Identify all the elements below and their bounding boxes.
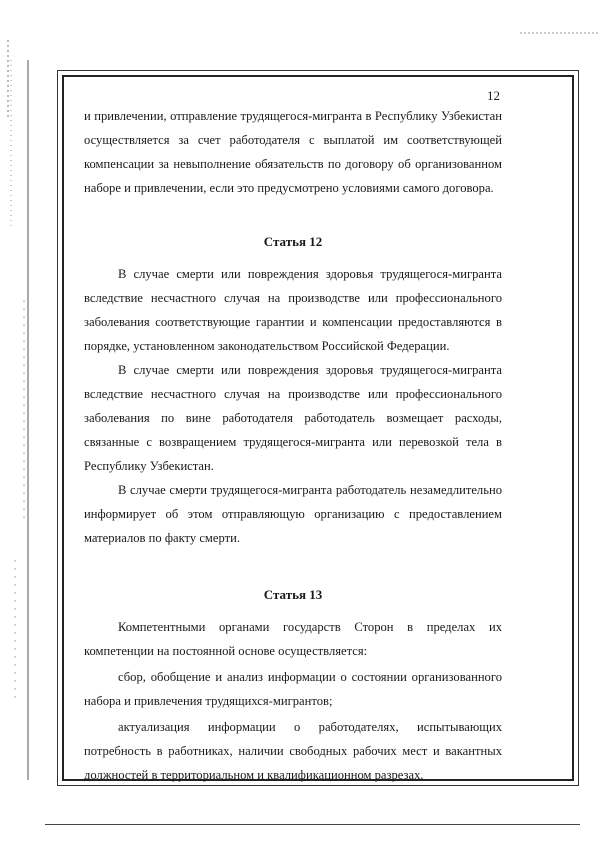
bottom-rule [45,824,580,825]
scan-corner-artifact [520,26,600,40]
article-12-heading: Статья 12 [263,234,323,249]
document-body [84,104,502,787]
article-12-paragraph: В случае смерти или повреждения здоровья трудящегося-мигранта вследствие несчастного случая на производстве или профессионального заболевания соответствующие гарантии и компенсации предоставляются в порядке, установленном законодательством Российской Федерации. [84,267,502,353]
article-13-paragraph: сбор, обобщение и анализ информации о состоянии организованного набора и привлечения трудящихся-мигрантов; [84,670,502,708]
article-13-paragraph: Компетентными органами государств Сторон в пределах их компетенции на постоянной основе осуществляется: [84,620,502,658]
article-13-heading: Статья 13 [263,587,323,602]
article-13-paragraph: актуализация информации о работодателях, испытывающих потребность в работниках, наличии свободных рабочих мест и вакантных должностей в территориальном и квалификационном разрезах. [84,720,502,782]
intro-paragraph: и привлечении, отправление трудящегося-мигранта в Республику Узбекистан осуществляется за счет работодателя с выплатой им соответствующей компенсации за невыполнение обязательств по договору об организованном наборе и привлечении, если это предусмотрено условиями самого договора. [84,109,502,195]
scan-edge-artifact [6,0,32,846]
page-number: 12 [487,88,500,103]
article-12-paragraph: В случае смерти трудящегося-мигранта работодатель незамедлительно информирует об этом отправляющую организацию с предоставлением материалов по факту смерти. [84,483,502,545]
article-12-paragraph: В случае смерти или повреждения здоровья трудящегося-мигранта вследствие несчастного случая на производстве или профессионального заболевания по вине работодателя работодатель возмещает расходы, связанные с возвращением трудящегося-мигранта или перевозкой тела в Республику Узбекистан. [84,363,502,473]
